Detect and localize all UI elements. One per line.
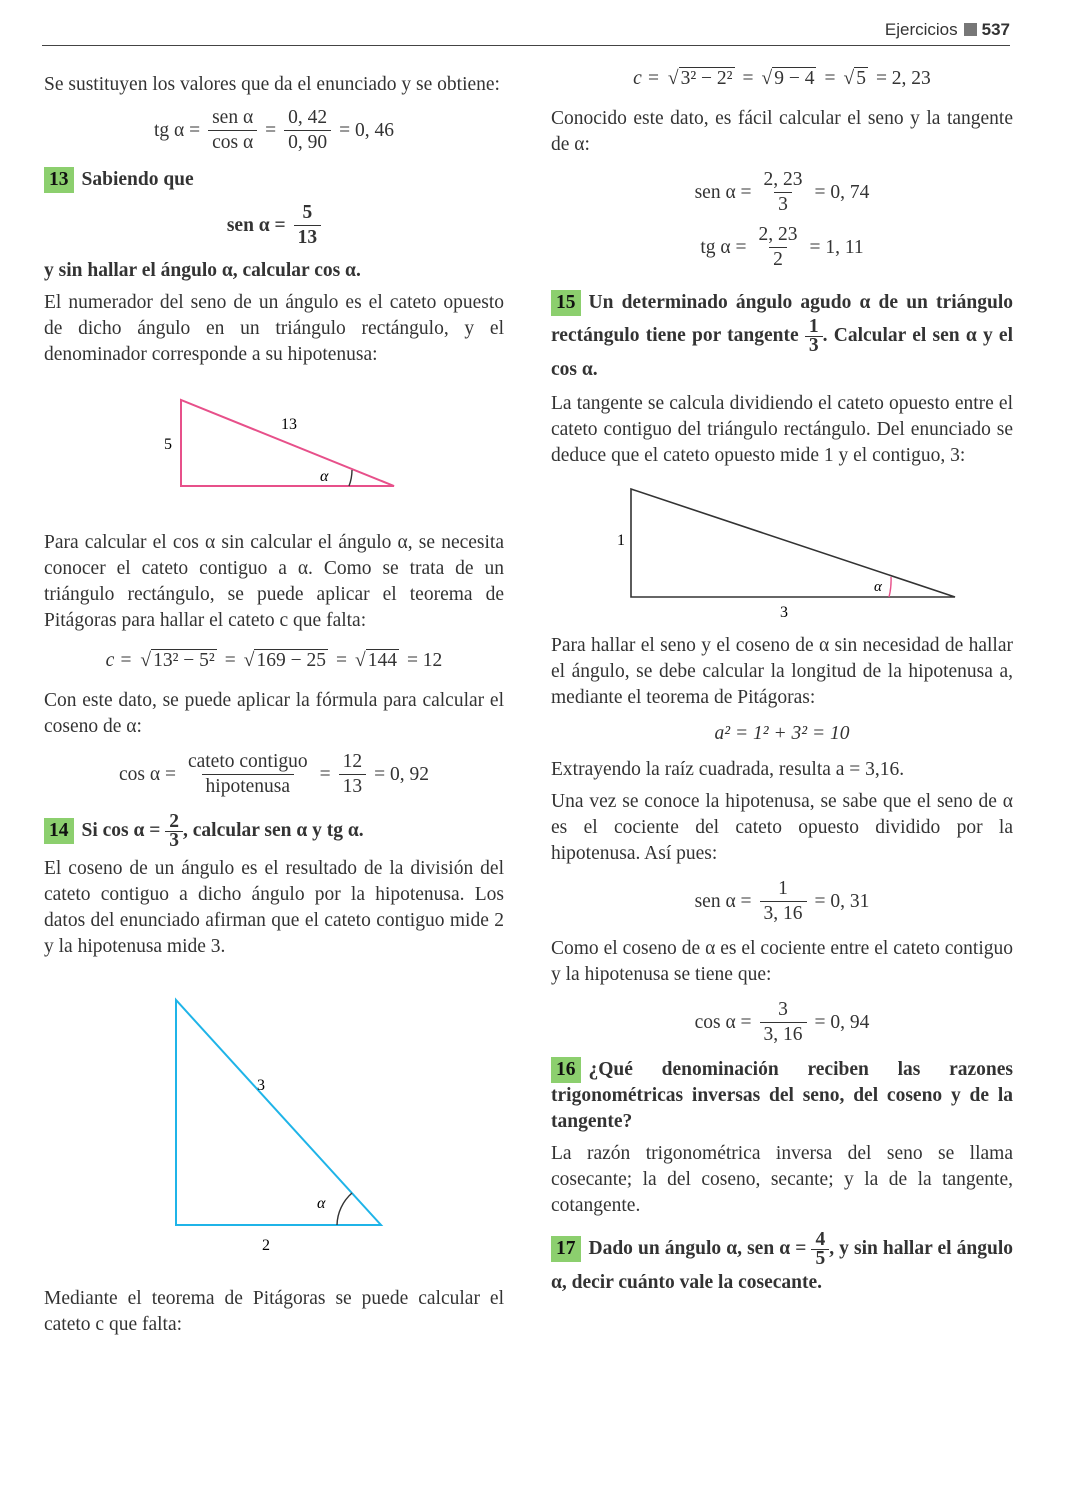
right-paragraph-1: Conocido este dato, es fácil calcular el seno y la tangente de α:	[551, 108, 1013, 155]
question-13: 13 Sabiendo que	[44, 167, 504, 193]
question-15: 15 Un determinado ángulo agudo α de un triángulo rectángulo tiene por tangente $\frac{1}{3}$ . Calcular el sen α y el cos α.	[551, 292, 1014, 380]
header-square-icon	[964, 23, 977, 36]
tri14-angle: α	[317, 1195, 326, 1212]
tri15-angle: α	[874, 579, 882, 595]
q15-paragraph-5: Como el coseno de α es el cociente entre el cateto contiguo y la hipotenusa se tiene que:	[551, 938, 1013, 985]
equation-a: a² = 1² + 3² = 10	[714, 723, 850, 744]
equation-tg: tg α = $\frac{\text{sen α}}{\text{cos α}}$ = $\frac{0, 42}{0, 90}$ = 0, 46	[153, 107, 395, 153]
tri15-label-1: 1	[617, 532, 625, 549]
q13-paragraph-3: Con este dato, se puede aplicar la fórmula para calcular el coseno de α:	[44, 690, 504, 737]
question-number-17: 17	[551, 1236, 581, 1262]
q15-paragraph-3: Extrayendo la raíz cuadrada, resulta a = 3,16.	[551, 759, 905, 780]
question-number-14: 14	[44, 818, 74, 844]
equation-cos-15: cos α = $\frac{3}{3, 16}$ = 0, 94	[694, 999, 870, 1045]
q15-paragraph-2: Para hallar el seno y el coseno de α sin necesidad de hallar el ángulo, se debe calcular la longitud de la hipotenusa a, mediante el teorema de Pitágoras:	[551, 635, 1013, 708]
triangle-15	[551, 479, 1013, 629]
tri14-label-3: 3	[257, 1077, 265, 1094]
given-13: sen α = $\frac{5}{13}$	[44, 201, 504, 250]
page-number: 537	[981, 20, 1010, 39]
question-number-16: 16	[551, 1057, 581, 1083]
header-section: Ejercicios	[884, 20, 958, 39]
triangle-14	[44, 970, 504, 1270]
equation-c-13: c = √ 13² − 5² = √ 169 − 25 = √ 144 = 12	[105, 650, 443, 671]
q13-paragraph-2: Para calcular el cos α sin calcular el ángulo α, se necesita conocer el cateto contiguo a α. Como se trata de un triángulo rectángulo, se puede aplicar el teorema de Pitágoras para hallar el cateto c que falta:	[44, 532, 504, 631]
triangle-13	[44, 374, 504, 524]
equation-sen-15: sen α = $\frac{1}{3, 16}$ = 0, 31	[694, 878, 870, 924]
left-column	[44, 72, 504, 1338]
q15-paragraph-1: La tangente se calcula dividiendo el cateto opuesto entre el cateto contiguo del triángulo rectángulo. Del enunciado se deduce que el cateto opuesto mide 1 y el contiguo, 3:	[551, 393, 1013, 466]
right-column	[551, 62, 1013, 1298]
tri15-label-3: 3	[780, 604, 788, 621]
q14-paragraph-2: Mediante el teorema de Pitágoras se puede calcular el cateto c que falta:	[44, 1288, 504, 1335]
tri14-label-2: 2	[262, 1237, 270, 1254]
question-16: 16 ¿Qué denominación reciben las razones trigonométricas inversas del seno, del coseno y de la tangente?	[551, 1059, 1013, 1132]
question-number-13: 13	[44, 167, 74, 193]
question-14: 14 Si cos α = $\frac{2}{3}$ , calcular sen α y tg α.	[44, 813, 504, 850]
header-rule	[42, 45, 1010, 46]
q16-paragraph-1: La razón trigonométrica inversa del seno se llama cosecante; la del coseno, secante; y la de la tangente, cotangente.	[551, 1143, 1013, 1216]
question-13-ask: y sin hallar el ángulo α, calcular cos α.	[44, 260, 361, 281]
intro-paragraph: Se sustituyen los valores que da el enunciado y se obtiene:	[44, 74, 500, 95]
tri13-angle: α	[320, 468, 329, 485]
running-header	[885, 20, 1010, 40]
question-number-15: 15	[551, 290, 581, 316]
tri13-label-13: 13	[281, 416, 297, 433]
equation-sen-14: sen α = $\frac{2, 23}{3}$ = 0, 74	[694, 169, 870, 215]
q14-paragraph-1: El coseno de un ángulo es el resultado de la división del cateto contiguo a dicho ángulo por la hipotenusa. Los datos del enunciado afirman que el cateto contiguo mide 2 y la hipotenusa mide 3.	[44, 858, 504, 957]
tri13-label-5: 5	[164, 436, 172, 453]
question-17: 17 Dado un ángulo α, sen α = $\frac{4}{5}$ , y sin hallar el ángulo α, decir cuánto vale la cosecante.	[551, 1229, 1014, 1293]
q15-paragraph-4: Una vez se conoce la hipotenusa, se sabe que el seno de α es el cociente del cateto opuesto dividido por la hipotenusa. Así pues:	[551, 791, 1013, 864]
q13-paragraph-1: El numerador del seno de un ángulo es el cateto opuesto de dicho ángulo en un triángulo rectángulo, y el denominador corresponde a su hipotenusa:	[44, 292, 504, 365]
equation-c-14: c = √ 3² − 2² = √ 9 − 4 = √ 5 = 2, 23	[633, 68, 931, 89]
equation-tg-14: tg α = $\frac{2, 23}{2}$ = 1, 11	[700, 224, 864, 270]
equation-cos-13: cos α = $\frac{\text{cateto contiguo}}{\text{hipotenusa}}$ = $\frac{12}{13}$ = 0, 92	[118, 751, 429, 797]
